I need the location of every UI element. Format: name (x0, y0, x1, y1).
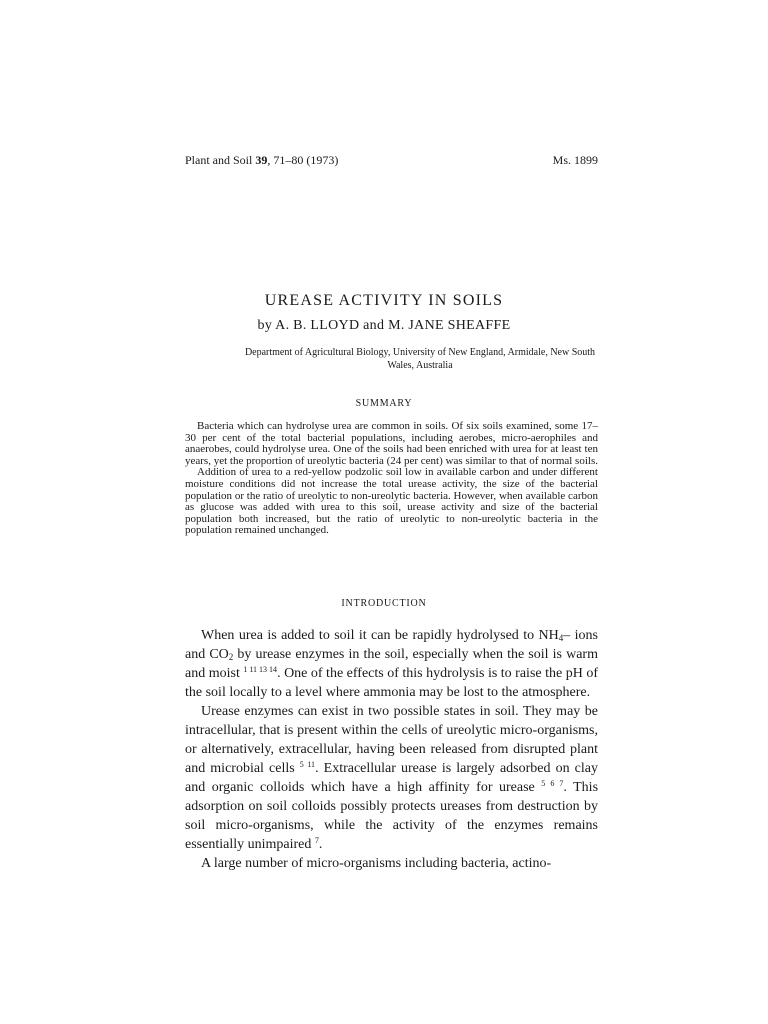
intro-p1-text-a: When urea is added to soil it can be rapidly hydrolysed to NH (201, 628, 559, 643)
intro-paragraph-2 (185, 702, 598, 854)
running-header-citation (185, 153, 338, 168)
intro-p1-text-c: by urease enzymes in the soil, especially when the soil is warm and moist (185, 647, 598, 681)
intro-p1-text-d: . One of the effects of this hydrolysis is to raise the pH of the soil locally to a level where ammonia may be lost to the atmosphere. (185, 666, 598, 700)
paper-authors: by A. B. LLOYD and M. JANE SHEAFFE (257, 318, 511, 333)
citation-ref: 7 (314, 836, 319, 845)
summary-paragraph-2: Addition of urea to a red-yellow podzolic soil low in available carbon and under different moisture conditions did not increase the total urease activity, the size of the bacterial population or the ratio of ureolytic to non-ureolytic bacteria. However, when available carbon as glucose was added with urea to this soil, urease activity and size of the bacterial population both increased, but the ratio of ureolytic to non-ureolytic bacteria in the population remained unchanged. (185, 466, 598, 537)
citation-ref: 5 11 (299, 760, 316, 769)
summary-abstract (185, 421, 598, 537)
introduction-body (185, 626, 598, 873)
intro-p1-text-b: – ions and CO (185, 628, 598, 662)
intro-p2-text-b: . Extracellular urease is largely adsorbed on clay and organic colloids which have a high affinity for urease (185, 761, 598, 795)
manuscript-number: Ms. 1899 (552, 153, 598, 167)
citation-ref: 1 11 13 14 (243, 665, 278, 674)
paper-title: UREASE ACTIVITY IN SOILS (264, 292, 504, 309)
summary-paragraph-1: Bacteria which can hydrolyse urea are common in soils. Of six soils examined, some 17–30 per cent of the total bacterial populations, including aerobes, micro-aerophiles and anaerobes, could hydrolyse urea. One of the soils had been enriched with urea for at least ten years, yet the proportion of ureolytic bacteria (24 per cent) was similar to that of normal soils. (185, 420, 598, 467)
intro-paragraph-1 (185, 626, 598, 702)
journal-name: Plant and Soil (185, 153, 253, 167)
citation-ref: 5 6 7 (541, 779, 564, 788)
journal-pages-year: , 71–80 (1973) (267, 153, 339, 167)
intro-p2-text-c: . This adsorption on soil colloids possibly protects ureases from destruction by soil micro-organisms, while the activity of the enzymes remains essentially unimpaired (185, 780, 599, 852)
intro-paragraph-3: A large number of micro-organisms including bacteria, actino- (201, 856, 552, 871)
summary-heading: SUMMARY (355, 398, 413, 409)
introduction-heading: INTRODUCTION (341, 598, 427, 609)
subscript-2: 2 (228, 652, 234, 662)
intro-p2-text-a: Urease enzymes can exist in two possible states in soil. They may be intracellular, that is present within the cells of ureolytic micro-organisms, or alternatively, extracellular, having been released from disrupted plant and microbial cells (185, 704, 598, 776)
intro-p2-text-d: . (318, 837, 323, 852)
author-affiliation: Department of Agricultural Biology, University of New England, Armidale, New South Wales, Australia (244, 347, 596, 371)
journal-volume: 39 (255, 153, 268, 167)
subscript-4: 4 (558, 633, 564, 643)
